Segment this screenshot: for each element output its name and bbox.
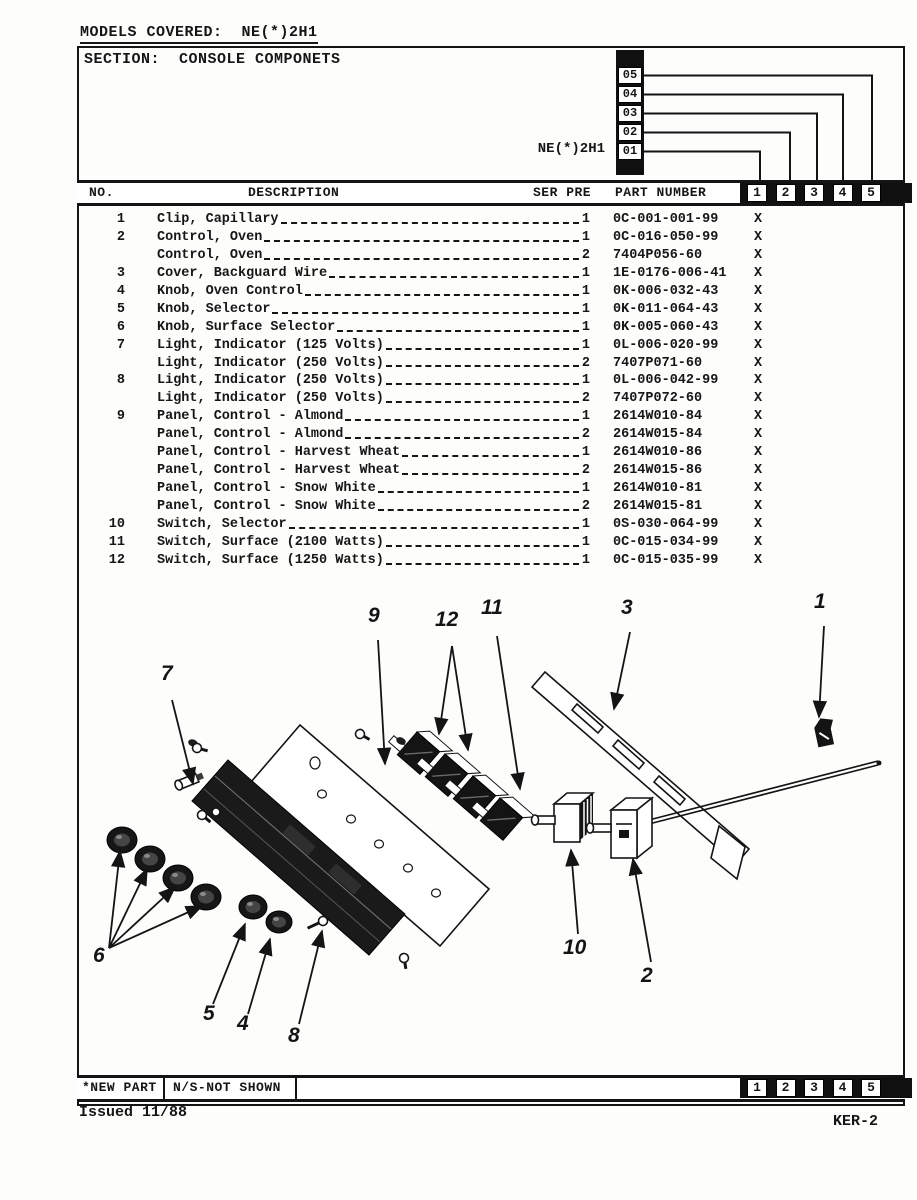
model1-mark: X [753, 301, 763, 317]
model1-mark: X [753, 409, 763, 425]
item-qty: 1 [581, 373, 590, 389]
table-row [79, 265, 879, 283]
model-column-box: 1 [747, 1079, 767, 1097]
item-qty: 2 [581, 463, 590, 479]
item-qty: 1 [581, 409, 590, 425]
item-part-number: 0C-001-001-99 [613, 212, 719, 227]
item-part-number: 0C-016-050-99 [613, 229, 719, 245]
item-part-number: 2614W015-81 [613, 499, 703, 514]
item-description: Panel, Control - Harvest Wheat [157, 445, 401, 461]
dash-leader [289, 527, 579, 529]
item-number [79, 426, 125, 444]
dash-leader [386, 563, 579, 565]
page-code: KER-2 [833, 1113, 879, 1130]
item-description-cell [157, 390, 590, 408]
item-description-cell [157, 462, 590, 480]
model-column-box: 1 [747, 184, 767, 202]
dash-leader [378, 509, 579, 511]
callout-7: 7 [161, 662, 173, 685]
model1-mark: X [753, 355, 763, 371]
table-row [79, 390, 879, 408]
item-part-number: 2614W010-81 [613, 481, 703, 497]
dash-leader [402, 455, 579, 457]
item-description-cell [157, 534, 590, 552]
item-description: Switch, Surface (2100 Watts) [157, 534, 384, 550]
dash-leader [378, 491, 579, 493]
callout-2: 2 [641, 964, 653, 987]
item-qty: 2 [581, 391, 590, 407]
part-capillary-clip [813, 716, 838, 748]
item-description-cell [157, 480, 590, 498]
model1-mark: X [753, 229, 763, 245]
model-column-box: 2 [776, 1079, 796, 1097]
item-description-cell [157, 211, 590, 229]
item-description: Control, Oven [157, 229, 263, 245]
item-description-cell [157, 319, 590, 337]
model1-mark: X [753, 265, 763, 281]
item-number: 7 [116, 337, 125, 353]
table-row [79, 229, 879, 247]
part-selector-switch [532, 793, 594, 842]
item-description: Light, Indicator (250 Volts) [157, 355, 384, 371]
model-key-box: 03 [618, 105, 642, 122]
item-number: 3 [116, 265, 125, 281]
callout-5: 5 [203, 1002, 215, 1025]
dash-leader [386, 348, 579, 350]
item-description: Panel, Control - Harvest Wheat [157, 463, 401, 479]
col-header-ser-pre: SER PRE [533, 185, 592, 200]
item-description: Panel, Control - Almond [157, 409, 344, 425]
table-row [79, 319, 879, 337]
item-description: Knob, Oven Control [157, 283, 303, 299]
callout-10: 10 [563, 936, 587, 959]
item-qty: 1 [581, 516, 590, 532]
item-qty: 1 [581, 229, 590, 245]
item-description: Knob, Selector [157, 301, 271, 317]
part-screw-8 [306, 915, 329, 932]
dash-leader [386, 383, 579, 385]
table-row [79, 283, 879, 301]
item-description-cell [157, 372, 590, 390]
model-key-label: NE(*)2H1 [537, 141, 605, 157]
item-qty: 1 [581, 301, 590, 317]
item-part-number: 0C-015-034-99 [613, 534, 719, 550]
item-number [79, 498, 125, 516]
model-column-box: 4 [833, 1079, 853, 1097]
item-number: 11 [108, 534, 125, 550]
dash-leader [345, 419, 579, 421]
part-indicator-light [174, 771, 205, 791]
dash-leader [264, 240, 579, 242]
item-description: Light, Indicator (125 Volts) [157, 337, 384, 353]
item-description-cell [157, 444, 590, 462]
item-description: Knob, Surface Selector [157, 319, 336, 335]
item-description-cell [157, 247, 590, 265]
item-description: Control, Oven [157, 247, 263, 263]
model-column-box: 3 [804, 184, 824, 202]
callout-3: 3 [621, 596, 633, 619]
model1-mark: X [753, 283, 763, 299]
dash-leader [305, 294, 579, 296]
item-qty: 1 [581, 534, 590, 550]
item-qty: 1 [581, 445, 590, 461]
dash-leader [337, 330, 579, 332]
footer-model-column-band [740, 1078, 912, 1098]
item-qty: 1 [581, 283, 590, 299]
model1-mark: X [753, 445, 763, 461]
item-part-number: 7407P072-60 [613, 391, 703, 407]
table-row [79, 498, 879, 516]
parts-table-body [79, 211, 879, 570]
issued-date: Issued 11/88 [79, 1104, 188, 1121]
callout-4: 4 [237, 1012, 249, 1035]
part-selector-knob [239, 895, 267, 919]
item-qty: 2 [581, 427, 590, 443]
col-header-part-number: PART NUMBER [615, 185, 707, 200]
dash-leader [281, 222, 579, 224]
model1-mark: X [753, 391, 763, 407]
item-qty: 1 [581, 337, 590, 353]
item-number [79, 355, 125, 373]
table-row [79, 552, 879, 570]
item-number [79, 390, 125, 408]
item-number: 5 [116, 301, 125, 317]
table-row [79, 301, 879, 319]
item-number: 1 [116, 212, 125, 227]
col-header-no: NO. [89, 185, 114, 200]
item-qty: 2 [581, 247, 590, 263]
table-header [77, 180, 905, 206]
model1-mark: X [753, 319, 763, 335]
model1-mark: X [753, 337, 763, 353]
table-row [79, 211, 879, 229]
item-part-number: 2614W015-86 [613, 463, 703, 479]
item-qty: 1 [581, 481, 590, 497]
table-row [79, 534, 879, 552]
item-number [79, 247, 125, 265]
model-column-box: 4 [833, 184, 853, 202]
table-row [79, 408, 879, 426]
callout-8: 8 [288, 1024, 300, 1047]
item-number: 8 [116, 373, 125, 389]
item-description-cell [157, 552, 590, 570]
model-column-box: 5 [861, 1079, 881, 1097]
item-part-number: 0K-005-060-43 [613, 319, 719, 335]
item-part-number: 1E-0176-006-41 [613, 265, 727, 281]
model-key-box: 01 [618, 143, 642, 160]
table-row [79, 516, 879, 534]
item-number: 2 [116, 229, 125, 245]
model-key-connector-lines [604, 46, 904, 186]
dash-leader [386, 365, 579, 367]
model1-mark: X [753, 463, 763, 479]
item-qty: 2 [581, 355, 590, 371]
model-key-box: 05 [618, 67, 642, 84]
dash-leader [329, 276, 579, 278]
model1-mark: X [753, 499, 763, 514]
item-part-number: 2614W015-84 [613, 427, 703, 443]
new-part-legend: *NEW PART [77, 1078, 165, 1099]
model1-mark: X [753, 481, 763, 497]
item-description-cell [157, 408, 590, 426]
model1-mark: X [753, 373, 763, 389]
table-row [79, 426, 879, 444]
item-description-cell [157, 337, 590, 355]
dash-leader [386, 545, 579, 547]
not-shown-legend: N/S-NOT SHOWN [165, 1078, 297, 1099]
model-key-box: 04 [618, 86, 642, 103]
item-number [79, 462, 125, 480]
item-number: 4 [116, 283, 125, 299]
model1-mark: X [753, 247, 763, 263]
item-description: Light, Indicator (250 Volts) [157, 391, 384, 407]
item-part-number: 0L-006-042-99 [613, 373, 719, 389]
part-oven-knob [266, 911, 292, 933]
dash-leader [264, 258, 579, 260]
table-row [79, 462, 879, 480]
item-description-cell [157, 426, 590, 444]
callout-1: 1 [814, 590, 826, 613]
dash-leader [386, 401, 579, 403]
callout-6: 6 [93, 944, 105, 967]
item-description: Panel, Control - Snow White [157, 499, 376, 514]
item-part-number: 2614W010-84 [613, 409, 703, 425]
model1-mark: X [753, 427, 763, 443]
item-part-number: 0K-011-064-43 [613, 301, 719, 317]
part-oven-control [587, 798, 653, 858]
model-key-column [616, 50, 644, 175]
item-qty: 1 [581, 319, 590, 335]
col-header-description: DESCRIPTION [248, 185, 340, 200]
item-description: Cover, Backguard Wire [157, 265, 328, 281]
item-description: Light, Indicator (250 Volts) [157, 373, 384, 389]
item-description-cell [157, 355, 590, 373]
model-key-box: 02 [618, 124, 642, 141]
item-part-number: 0S-030-064-99 [613, 516, 719, 532]
item-description-cell [157, 265, 590, 283]
item-number [79, 444, 125, 462]
item-part-number: 2614W010-86 [613, 445, 703, 461]
callout-11: 11 [481, 596, 503, 619]
callout-9: 9 [368, 604, 380, 627]
item-number: 6 [116, 319, 125, 335]
section-label: SECTION: CONSOLE COMPONETS [84, 51, 341, 68]
callout-12: 12 [435, 608, 459, 631]
item-description-cell [157, 516, 590, 534]
table-row [79, 480, 879, 498]
dash-leader [272, 312, 579, 314]
model-column-box: 3 [804, 1079, 824, 1097]
item-qty: 2 [581, 499, 590, 514]
item-description: Panel, Control - Almond [157, 427, 344, 443]
item-qty: 1 [581, 212, 590, 227]
item-description-cell [157, 229, 590, 247]
item-description-cell [157, 301, 590, 319]
item-description: Clip, Capillary [157, 212, 279, 227]
dash-leader [345, 437, 579, 439]
table-row [79, 444, 879, 462]
model1-mark: X [753, 534, 763, 550]
item-description: Panel, Control - Snow White [157, 481, 376, 497]
item-part-number: 0K-006-032-43 [613, 283, 719, 299]
item-part-number: 0C-015-035-99 [613, 552, 719, 568]
model1-mark: X [753, 516, 763, 532]
item-number: 12 [108, 552, 125, 568]
item-part-number: 7407P071-60 [613, 355, 703, 371]
item-number: 9 [116, 409, 125, 425]
exploded-diagram [77, 588, 905, 1074]
item-part-number: 7404P056-60 [613, 247, 703, 263]
table-row [79, 355, 879, 373]
item-part-number: 0L-006-020-99 [613, 337, 719, 353]
table-row [79, 372, 879, 390]
model-column-box: 2 [776, 184, 796, 202]
model-column-box: 5 [861, 184, 881, 202]
table-row [79, 337, 879, 355]
item-qty: 1 [581, 552, 590, 568]
item-number [79, 480, 125, 498]
item-description-cell [157, 283, 590, 301]
item-number: 10 [108, 516, 125, 532]
model1-mark: X [753, 552, 763, 568]
models-covered-label: MODELS COVERED: NE(*)2H1 [80, 24, 318, 44]
model-column-band [740, 183, 912, 203]
item-qty: 1 [581, 265, 590, 281]
footer-legend [77, 1075, 905, 1102]
item-description-cell [157, 498, 590, 516]
item-description: Switch, Selector [157, 516, 287, 532]
item-description: Switch, Surface (1250 Watts) [157, 552, 384, 568]
table-row [79, 247, 879, 265]
dash-leader [402, 473, 579, 475]
model1-mark: X [753, 212, 763, 227]
diagram-svg [77, 588, 905, 1074]
